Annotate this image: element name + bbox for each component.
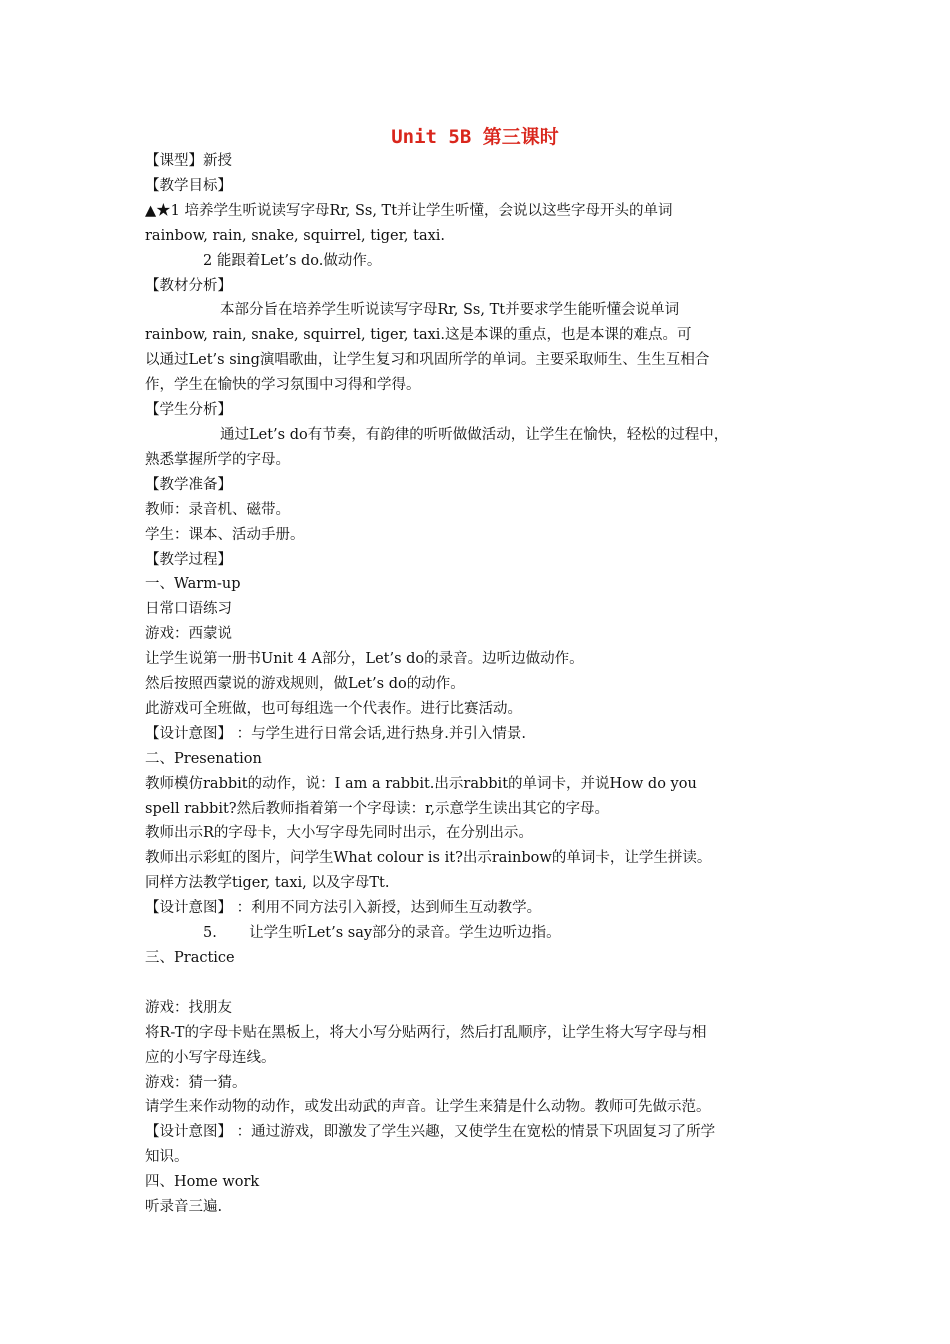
text-line: 二、Presenation: [145, 750, 262, 767]
text-line: 应的小写字母连线。: [145, 1049, 276, 1066]
text-line: 请学生来作动物的动作，或发出动武的声音。让学生来猜是什么动物。教师可先做示范。: [145, 1099, 711, 1116]
text-line: 以通过Let’s sing演唱歌曲，让学生复习和巩固所学的单词。主要采取师生、生生互相合: [145, 352, 710, 369]
text-line: 此游戏可全班做，也可每组选一个代表作。进行比赛活动。: [145, 700, 522, 717]
blank-line: [145, 971, 815, 996]
text-line: 通过Let’s do有节奏，有韵律的听听做做活动，让学生在愉快，轻松的过程中，: [220, 426, 729, 443]
text-line: 【学生分析】: [145, 402, 232, 419]
text-line: 【教材分析】: [145, 277, 232, 294]
text-line: 听录音三遍.: [145, 1199, 223, 1216]
text-line: ▲★1 培养学生听说读写字母Rr, Ss, Tt并让学生听懂，会说以这些字母开头的单词: [145, 202, 673, 219]
text-line: 游戏：猜一猜。: [145, 1074, 247, 1091]
text-line: 【教学目标】: [145, 177, 232, 194]
document-body: [145, 149, 815, 1220]
text-line: 将R-T的字母卡贴在黑板上，将大小写分贴两行，然后打乱顺序，让学生将大写字母与相: [145, 1024, 707, 1041]
text-line: spell rabbit?然后教师指着第一个字母读：r,示意学生读出其它的字母。: [145, 800, 610, 817]
text-line: 游戏：找朋友: [145, 999, 232, 1016]
document-title: Unit 5B 第三课时: [391, 126, 559, 148]
text-line: 知识。: [145, 1149, 189, 1166]
text-line: 【设计意图】 ：通过游戏，即激发了学生兴趣，又使学生在宽松的情景下巩固复习了所学: [145, 1124, 716, 1141]
text-line: 【设计意图】 ：与学生进行日常会话,进行热身.并引入情景.: [145, 725, 526, 742]
text-line: 学生：课本、活动手册。: [145, 526, 305, 543]
text-line: 熟悉掌握所学的字母。: [145, 451, 290, 468]
text-line: 【教学过程】: [145, 551, 232, 568]
text-line: 教师出示R的字母卡，大小写字母先同时出示，在分别出示。: [145, 825, 533, 842]
text-line: 2 能跟着Let’s do.做动作。: [203, 252, 382, 269]
text-line: 【课型】新授: [145, 153, 232, 169]
text-line: 让学生说第一册书Unit 4 A部分，Let’s do的录音。边听边做动作。: [145, 651, 584, 668]
text-line: 【教学准备】: [145, 476, 232, 493]
text-line: 一、Warm-up: [145, 576, 241, 593]
text-line: 日常口语练习: [145, 601, 232, 618]
text-line: 教师模仿rabbit的动作，说：I am a rabbit.出示rabbit的单词卡，并说How do you: [145, 775, 697, 792]
text-line: rainbow, rain, snake, squirrel, tiger, taxi.: [145, 227, 446, 244]
text-line: 本部分旨在培养学生听说读写字母Rr, Ss, Tt并要求学生能听懂会说单词: [220, 302, 680, 319]
text-line: 同样方法教学tiger, taxi, 以及字母Tt.: [145, 875, 390, 892]
text-line: 教师：录音机、磁带。: [145, 501, 290, 518]
text-line: 【设计意图】 ：利用不同方法引入新授，达到师生互动教学。: [145, 900, 542, 917]
text-line: 5. 让学生听Let’s say部分的录音。学生边听边指。: [203, 925, 561, 942]
text-line: 游戏：西蒙说: [145, 626, 232, 643]
text-line: 四、Home work: [145, 1174, 260, 1191]
text-line: 教师出示彩虹的图片，问学生What colour is it?出示rainbow的单词卡，让学生拼读。: [145, 850, 712, 867]
text-line: 作，学生在愉快的学习氛围中习得和学得。: [145, 377, 421, 394]
text-line: 然后按照西蒙说的游戏规则，做Let’s do的动作。: [145, 676, 465, 693]
text-line: rainbow, rain, snake, squirrel, tiger, taxi.这是本课的重点，也是本课的难点。可: [145, 327, 692, 344]
text-line: 三、Practice: [145, 950, 235, 966]
